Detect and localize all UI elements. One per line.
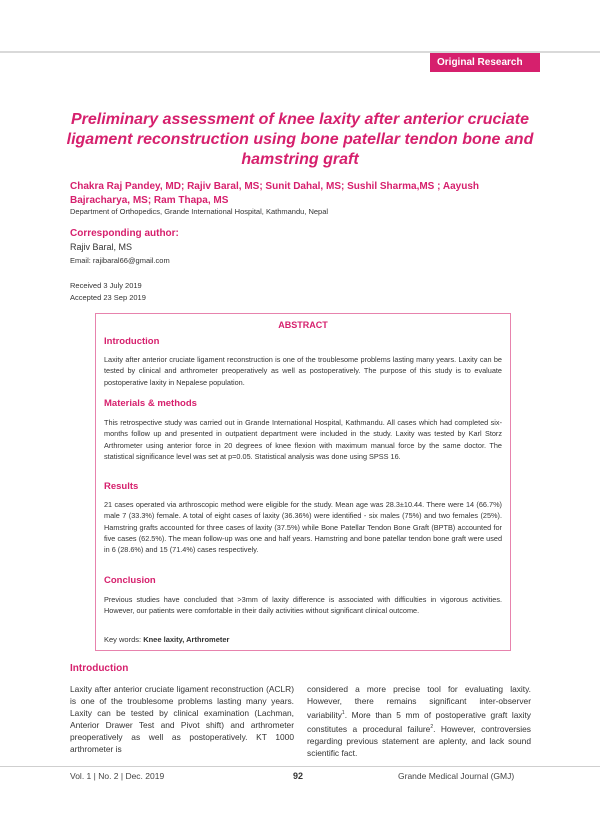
citation-2[interactable]: 2 [430,723,434,730]
body-column-left: Laxity after anterior cruciate ligament reconstruction (ACLR) is one of the troublesome problems lasting many years. Laxity can be tested by clinical examination (Lachman, Anterior Drawer Test and Pivot shift) and arthrometer preoperatively as well as postoperatively. KT 1000 arthrometer is [70,684,294,754]
received-date: Received 3 July 2019 [70,281,142,290]
article-title: Preliminary assessment of knee laxity after anterior cruciate ligament reconstruction using bone patellar tendon bone and hamstring graft [66,111,534,168]
abstract-introduction-heading: Introduction [104,336,160,347]
body-text-b: . More than 5 mm of postoperative graft laxity constitutes a procedural failure [307,709,531,734]
body-text-c: . However, controversies regarding previous statement are aplenty, and lack sound scientific fact. [307,723,531,758]
abstract-methods-heading: Materials & methods [104,398,197,409]
issue-info: Vol. 1 | No. 2 | Dec. 2019 [70,771,165,781]
body-column-right [307,683,531,759]
abstract-results-heading: Results [104,481,139,492]
introduction-heading: Introduction [70,663,129,674]
page-number: 92 [293,771,304,781]
keywords-value: Knee laxity, Arthrometer [143,635,230,644]
keywords-label: Key words: [104,635,144,644]
corresponding-name: Rajiv Baral, MS [70,242,133,252]
corresponding-heading: Corresponding author: [70,228,179,239]
journal-name: Grande Medical Journal (GMJ) [398,771,515,781]
body-text-a: considered a more precise tool for evaluating laxity. However, there remains significant inter-observer variability [307,684,531,720]
corresponding-email[interactable]: Email: rajibaral66@gmail.com [70,256,170,265]
affiliation: Department of Orthopedics, Grande International Hospital, Kathmandu, Nepal [70,207,329,216]
abstract-results-text: 21 cases operated via arthroscopic method were eligible for the study. Mean age was 28.3±10.44. There were 14 (66.7%) male 7 (33.3%) female. A total of eight cases of laxity (36.36%) were identified - six males (75%) and two females (25%). Hamstring grafts accounted for three cases of laxity (37.5%) while Bone Patellar Tendon Bone Graft (BPTB) accounted for five cases (62.5%). The mean follow-up was one and half years. Hamstring and bone patellar tendon bone graft were used in 6 (28.6%) and 15 (71.4%) cases respectively. [104,500,502,555]
abstract-methods-text: This retrospective study was carried out in Grande International Hospital, Kathmandu. All cases which had completed six-months follow up and presented in outpatient department were included in the study. Laxity was tested by Karl Storz Arthrometer using anterior force in 20 degrees of knee flexion with maximum manual force by the same doctor. The statistical significance level was set at p=0.05. Statistical analysis was done using SPSS 16. [104,418,502,461]
abstract-conclusion-heading: Conclusion [104,575,156,586]
author-list: Chakra Raj Pandey, MD; Rajiv Baral, MS; Sunit Dahal, MS; Sushil Sharma,MS ; Aayush Bajracharya, MS; Ram Thapa, MS [70,181,479,206]
abstract-heading: ABSTRACT [278,320,328,330]
abstract-introduction-text: Laxity after anterior cruciate ligament reconstruction is one of the troublesome problems lasting many years. Laxity can be tested by clinical and arthrometer preoperatively as well as postoperatively. The purpose of this study is to evaluate postoperative laxity in Nepalese population. [104,355,502,387]
keywords [104,635,229,644]
article-type-badge: Original Research [430,53,540,72]
citation-1[interactable]: 1 [341,710,345,716]
abstract-conclusion-text: Previous studies have concluded that >3mm of laxity difference is associated with difficulties in vigorous activities. However, our patients were comfortable in their daily activities without significant clinical outcome. [104,595,502,616]
accepted-date: Accepted 23 Sep 2019 [70,293,146,302]
footer-rule [0,766,600,767]
